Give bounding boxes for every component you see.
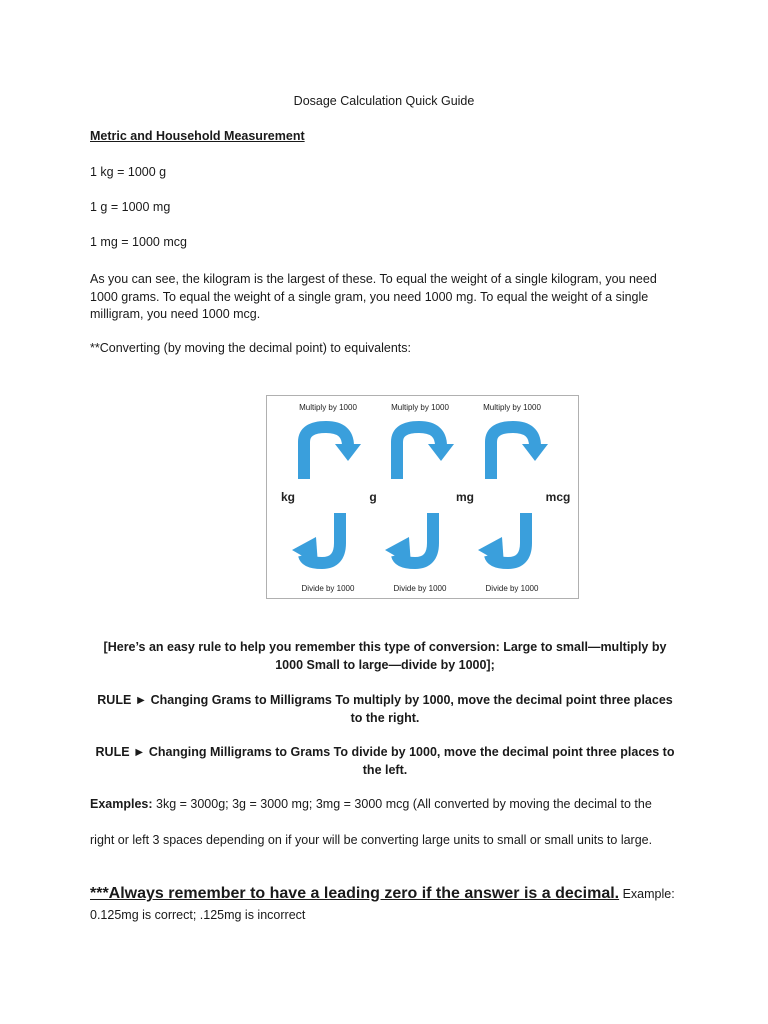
rule-intro: [Here’s an easy rule to help you remember this type of conversion: Large to small—multiply by 1000 Small to large—divide by 1000]; <box>103 640 667 672</box>
unit-mg: mg <box>456 490 474 504</box>
divide-arrow-2-icon <box>385 513 433 565</box>
conversion-diagram <box>266 395 579 599</box>
multiply-arrow-1-icon <box>304 427 361 479</box>
equivalent-g-mg: 1 g = 1000 mg <box>90 200 171 214</box>
divide-label-1: Divide by 1000 <box>301 584 355 593</box>
page-title: Dosage Calculation Quick Guide <box>293 94 475 108</box>
rule-grams-to-milligrams: RULE ► Changing Grams to Milligrams To multiply by 1000, move the decimal point three places to the right. <box>97 693 673 725</box>
equivalent-mg-mcg: 1 mg = 1000 mcg <box>90 235 187 249</box>
examples-text: 3kg = 3000g; 3g = 3000 mg; 3mg = 3000 mcg (All converted by moving the decimal to the <box>152 797 652 811</box>
reminder-example-label: Example: <box>619 887 675 901</box>
divide-arrow-1-icon <box>292 513 340 565</box>
unit-kg: kg <box>281 490 296 504</box>
multiply-label-1: Multiply by 1000 <box>299 403 357 412</box>
conversion-diagram-svg <box>267 396 578 598</box>
section-heading: Metric and Household Measurement <box>90 129 305 143</box>
leading-zero-reminder: ***Always remember to have a leading zero if the answer is a decimal. <box>90 885 620 902</box>
multiply-arrow-3-icon <box>491 427 548 479</box>
unit-mcg: mcg <box>545 490 571 504</box>
examples-line <box>90 797 652 811</box>
divide-label-3: Divide by 1000 <box>485 584 539 593</box>
examples-label: Examples: <box>90 797 153 811</box>
multiply-label-2: Multiply by 1000 <box>391 403 449 412</box>
explanation-paragraph: As you can see, the kilogram is the largest of these. To equal the weight of a single kilogram, you need 1000 grams. To equal the weight of a single gram, you need 1000 mg. To equal the weight of a single milligram, you need 1000 mcg. <box>90 272 657 321</box>
unit-g: g <box>369 490 377 504</box>
converting-note: **Converting (by moving the decimal point) to equivalents: <box>90 341 412 355</box>
multiply-label-3: Multiply by 1000 <box>483 403 541 412</box>
reminder-line <box>90 885 675 903</box>
divide-arrow-3-icon <box>478 513 526 565</box>
divide-label-2: Divide by 1000 <box>393 584 447 593</box>
examples-continuation: right or left 3 spaces depending on if your will be converting large units to small or small units to large. <box>90 833 653 847</box>
reminder-example: 0.125mg is correct; .125mg is incorrect <box>90 908 306 922</box>
multiply-arrow-2-icon <box>397 427 454 479</box>
rule-milligrams-to-grams: RULE ► Changing Milligrams to Grams To divide by 1000, move the decimal point three places to the left. <box>95 745 675 777</box>
equivalent-kg-g: 1 kg = 1000 g <box>90 165 167 179</box>
